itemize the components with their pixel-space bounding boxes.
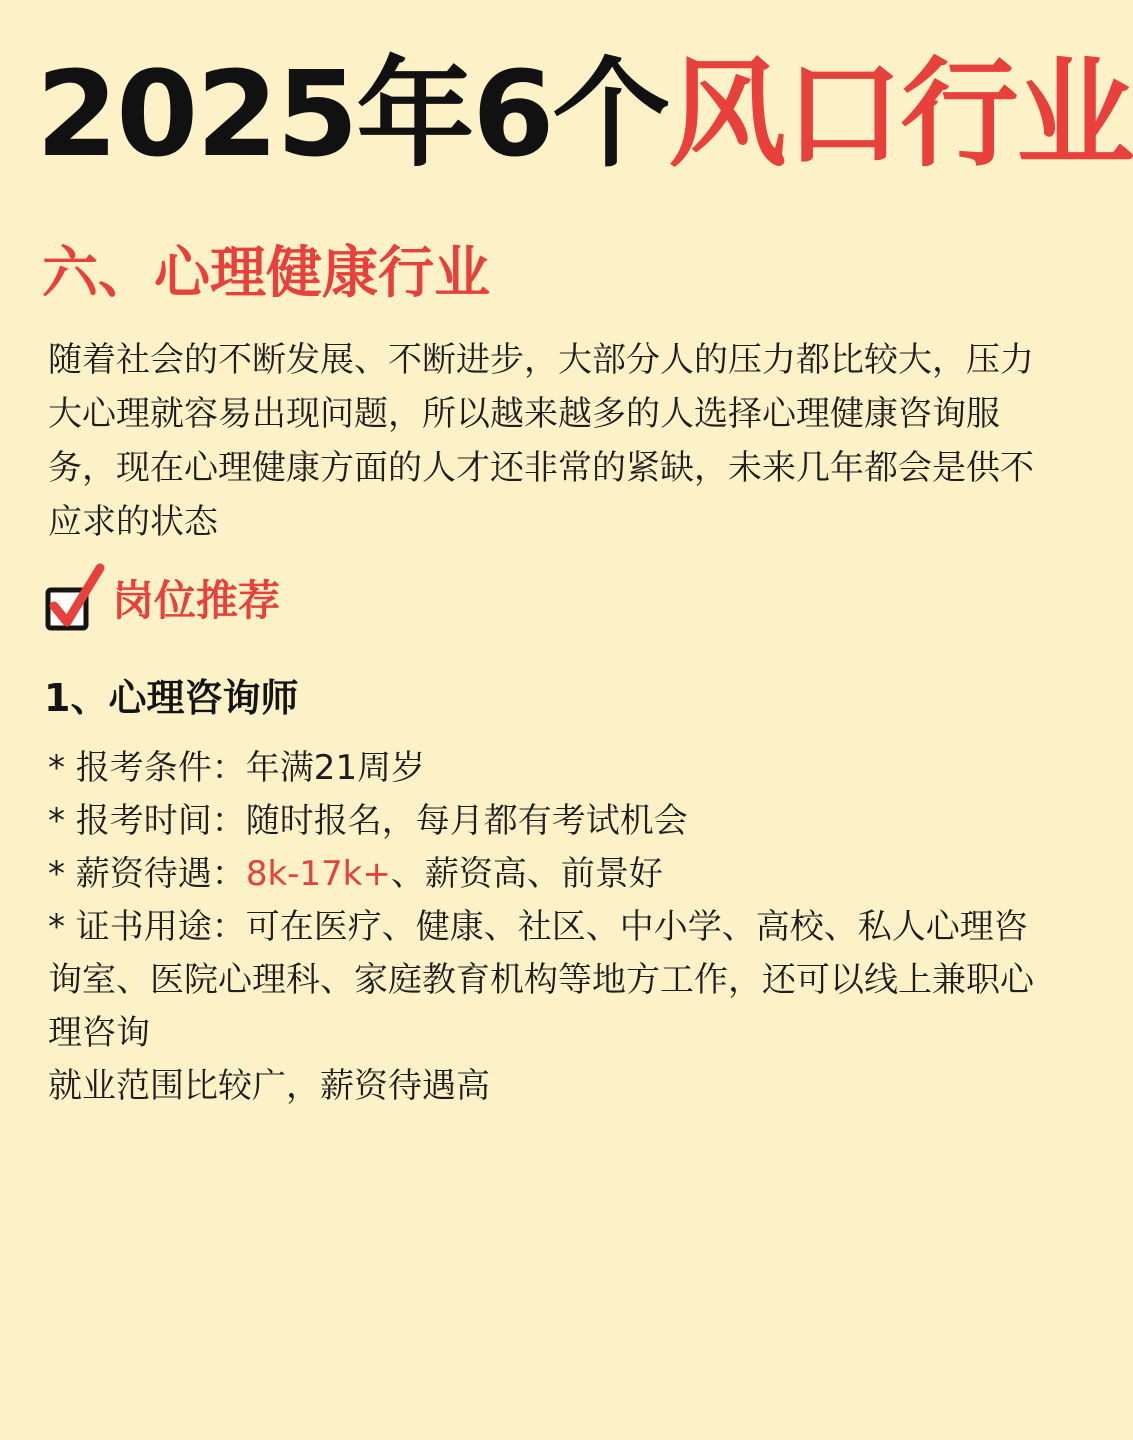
job-requirement: * 报考条件：年满21周岁 (48, 748, 426, 788)
page-title-accent: 风口行业 (668, 45, 1133, 183)
job-salary-suffix: 、薪资高、前景好 (390, 854, 663, 894)
job-title: 1、心理咨询师 (44, 676, 299, 720)
section-title: 六、心理健康行业 (42, 241, 490, 306)
checkbox-checked-icon (44, 562, 106, 634)
job-salary-value: 8k-17k+ (245, 854, 391, 894)
job-exam-time: * 报考时间：随时报名，每月都有考试机会 (48, 801, 688, 841)
job-salary (48, 848, 1038, 901)
page-title-prefix: 2025年6个 (36, 45, 669, 183)
job-summary: 就业范围比较广，薪资待遇高 (48, 1066, 490, 1106)
section-intro: 随着社会的不断发展、不断进步，大部分人的压力都比较大，压力大心理就容易出现问题，所以越来越多的人选择心理健康咨询服务，现在心理健康方面的人才还非常的紧缺，未来几年都会是供不应求的状态 (48, 340, 1034, 542)
jobs-heading-label: 岗位推荐 (112, 576, 281, 625)
job-details (48, 742, 1038, 1113)
job-salary-prefix: * 薪资待遇： (48, 854, 246, 894)
job-certificate-usage: * 证书用途：可在医疗、健康、社区、中小学、高校、私人心理咨询室、医院心理科、家庭教育机构等地方工作，还可以线上兼职心理咨询 (48, 907, 1034, 1053)
jobs-heading (44, 562, 280, 634)
page-title (36, 44, 1133, 184)
